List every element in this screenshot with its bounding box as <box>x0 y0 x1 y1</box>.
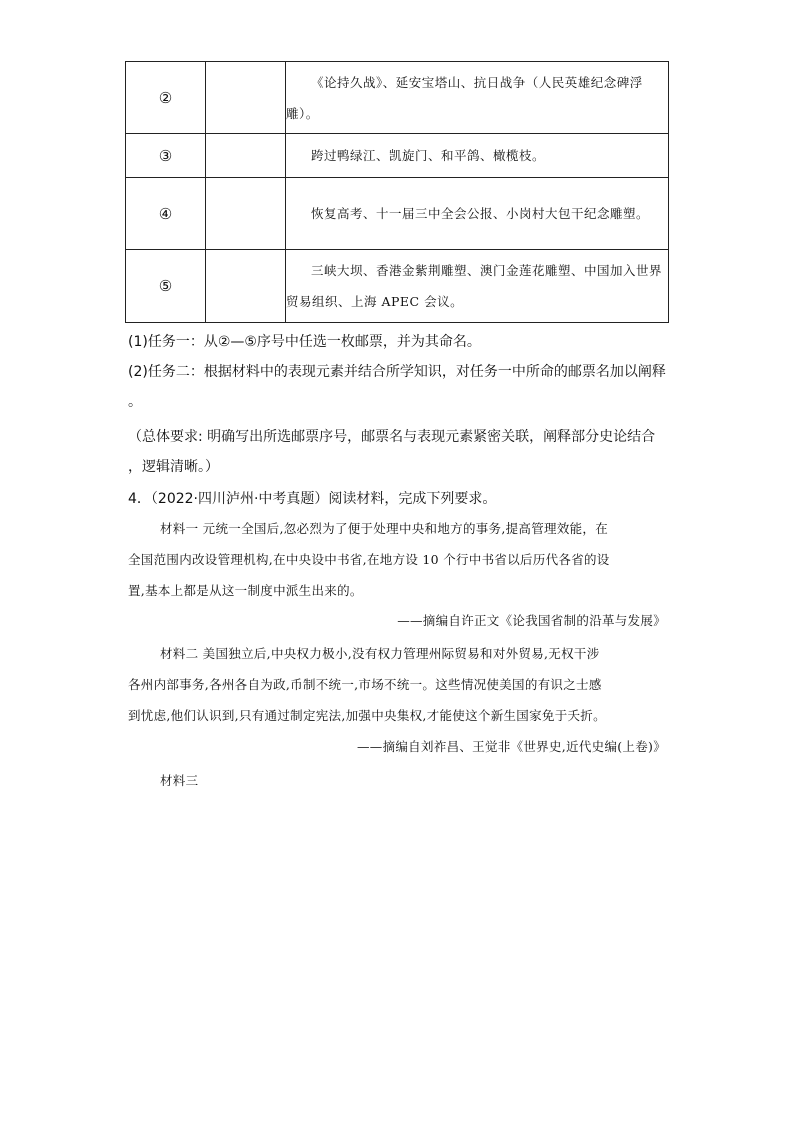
task-2-line-1: (2)任务二：根据材料中的表现元素并结合所学知识，对任务一中所命的邮票名加以阐释 <box>128 364 666 380</box>
table-row <box>126 134 669 178</box>
material-1-source: ——摘编自许正文《论我国省制的沿革与发展》 <box>397 613 666 628</box>
stamp-table <box>125 61 669 323</box>
material-2-line: 材料二 美国独立后,中央权力极小,没有权力管理州际贸易和对外贸易,无权干涉 <box>160 646 600 661</box>
material-1-line: 置,基本上都是从这一制度中派生出来的。 <box>128 583 363 598</box>
stamp-number: ④ <box>126 178 206 250</box>
table-row <box>126 62 669 134</box>
question-4-header: 4．（2022·四川泸州·中考真题）阅读材料，完成下列要求。 <box>128 491 497 507</box>
stamp-name-cell <box>206 62 286 134</box>
requirement-line-1: （总体要求: 明确写出所选邮票序号，邮票名与表现元素紧密关联，阐释部分史论结合 <box>128 429 656 445</box>
requirement-line-2: ，逻辑清晰。） <box>128 459 219 475</box>
material-3-label: 材料三 <box>160 773 199 788</box>
stamp-elements: 恢复高考、十一届三中全会公报、小岗村大包干纪念雕塑。 <box>286 178 669 250</box>
stamp-name-cell <box>206 250 286 323</box>
stamp-elements: 跨过鸭绿江、凯旋门、和平鸽、橄榄枝。 <box>286 134 669 178</box>
material-2-line: 到忧虑,他们认识到,只有通过制定宪法,加强中央集权,才能使这个新生国家免于夭折。 <box>128 708 606 723</box>
stamp-elements: 三峡大坝、香港金紫荆雕塑、澳门金莲花雕塑、中国加入世界贸易组织、上海 APEC 会议。 <box>286 250 669 323</box>
task-2-line-2: 。 <box>128 394 142 410</box>
material-2-line: 各州内部事务,各州各自为政,币制不统一,市场不统一。这些情况使美国的有识之士感 <box>128 677 602 692</box>
task-1: (1)任务一：从②—⑤序号中任选一枚邮票，并为其命名。 <box>128 334 481 350</box>
stamp-elements: 《论持久战》、延安宝塔山、抗日战争（人民英雄纪念碑浮雕）。 <box>286 62 669 134</box>
stamp-number: ⑤ <box>126 250 206 323</box>
stamp-name-cell <box>206 178 286 250</box>
stamp-number: ② <box>126 62 206 134</box>
table-row <box>126 250 669 323</box>
material-1-line: 材料一 元统一全国后,忽必烈为了便于处理中央和地方的事务,提高管理效能，在 <box>160 521 609 536</box>
stamp-number: ③ <box>126 134 206 178</box>
material-2-source: ——摘编自刘祚昌、王觉非《世界史,近代史编(上卷)》 <box>356 739 666 754</box>
table-row <box>126 178 669 250</box>
stamp-name-cell <box>206 134 286 178</box>
material-1-line: 全国范围内改设管理机构,在中央设中书省,在地方设 10 个行中书省以后历代各省的设 <box>128 552 610 567</box>
